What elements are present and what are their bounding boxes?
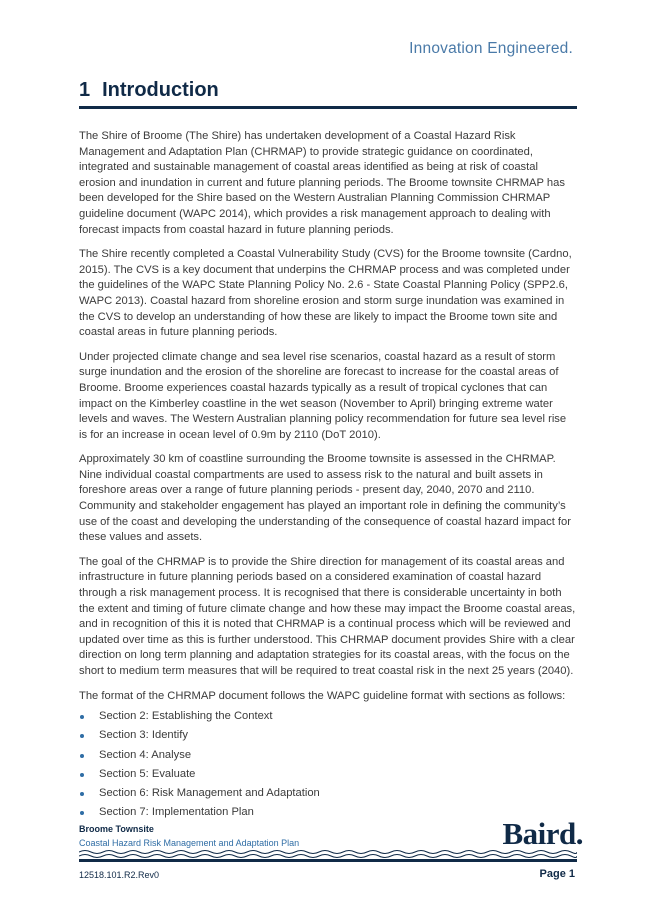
body-content bbox=[79, 129, 577, 824]
bullet-icon bbox=[80, 811, 84, 815]
document-id: 12518.101.R2.Rev0 bbox=[79, 870, 160, 880]
list-item: Section 7: Implementation Plan bbox=[79, 805, 577, 821]
header-tagline: Innovation Engineered. bbox=[409, 40, 573, 57]
paragraph: Under projected climate change and sea level rise scenarios, coastal hazard as a result of storm surge inundation and the erosion of the shoreline are forecast to increase for the coastal areas of Broome. Broome experiences coastal hazards typically as a result of tropical cyclones that can impact on the Kimberley coastline in the wet season (November to April) bringing extreme water levels and waves. The Western Australian planning policy recommendation for future sea level rise is for an increase in ocean level of 0.9m by 2110 (DoT 2010). bbox=[79, 350, 567, 441]
section-list bbox=[79, 709, 577, 821]
list-item: Section 6: Risk Management and Adaptation bbox=[79, 786, 577, 802]
footer-subtitle: Coastal Hazard Risk Management and Adaptation Plan bbox=[79, 838, 300, 848]
paragraph: Approximately 30 km of coastline surrounding the Broome townsite is assessed in the CHRMAP. Nine individual coastal compartments are used to assess risk to the natural and built assets in foreshore areas over a range of future planning periods - present day, 2040, 2070 and 2110. Community and stakeholder engagement has played an important role in defining the community’s use of the coast and developing the understanding of the consequence of coastal hazard impact for these values and assets. bbox=[79, 453, 571, 544]
section-heading bbox=[79, 79, 219, 102]
bullet-icon bbox=[80, 792, 84, 796]
paragraph: The Shire of Broome (The Shire) has undertaken development of a Coastal Hazard Risk Management and Adaptation Plan (CHRMAP) to provide strategic guidance on coordinated, integrated and sustainable management of coastal areas identified as being at risk of coastal erosion and inundation in current and future planning periods. The Broome townsite CHRMAP has been developed for the Shire based on the Western Australian Planning Commission CHRMAP guideline document (WAPC 2014), which provides a risk management approach to dealing with forecast impacts from coastal hazard in future planning periods. bbox=[79, 130, 565, 236]
list-item: Section 4: Analyse bbox=[79, 748, 577, 764]
page-number: Page 1 bbox=[539, 868, 575, 880]
footer-title: Broome Townsite bbox=[79, 824, 154, 834]
wave-divider-icon bbox=[79, 849, 577, 863]
list-item: Section 5: Evaluate bbox=[79, 767, 577, 783]
list-item: Section 2: Establishing the Context bbox=[79, 709, 577, 725]
paragraph: The format of the CHRMAP document follows the WAPC guideline format with sections as follows: bbox=[79, 689, 566, 702]
section-title: Introduction bbox=[102, 79, 219, 101]
baird-logo: Baird. bbox=[502, 816, 583, 851]
paragraph: The Shire recently completed a Coastal Vulnerability Study (CVS) for the Broome townsite (Cardno, 2015). The CVS is a key document that underpins the CHRMAP process and was completed under the guidelines of the WAPC State Planning Policy No. 2.6 - State Coastal Planning Policy (SPP2.6, WAPC 2013). Coastal hazard from shoreline erosion and storm surge inundation was examined in the CVS to develop an understanding of how these are likely to impact the Broome town site and coastal areas in future planning periods. bbox=[79, 248, 572, 339]
section-number: 1 bbox=[79, 79, 91, 101]
bullet-icon bbox=[80, 715, 84, 719]
bullet-icon bbox=[80, 773, 84, 777]
list-item: Section 3: Identify bbox=[79, 728, 577, 744]
bullet-icon bbox=[80, 754, 84, 758]
bullet-icon bbox=[80, 734, 84, 738]
heading-divider bbox=[79, 106, 577, 109]
paragraph: The goal of the CHRMAP is to provide the Shire direction for management of its coastal areas and infrastructure in future planning periods based on a considered examination of coastal hazard through a risk management process. It is recognised that there is considerable uncertainty in both the extent and timing of future climate change and how these may impact the Broome coastal areas, and in recognition of this it is noted that CHRMAP is a continual process which will be reviewed and updated over time as this is further understood. This CHRMAP document provides Shire with a clear direction on long term planning and adaptation strategies for its coastal areas, with the focus on the short to medium term measures that will be required to treat coastal risk in the next 25 years (2040). bbox=[79, 555, 576, 677]
